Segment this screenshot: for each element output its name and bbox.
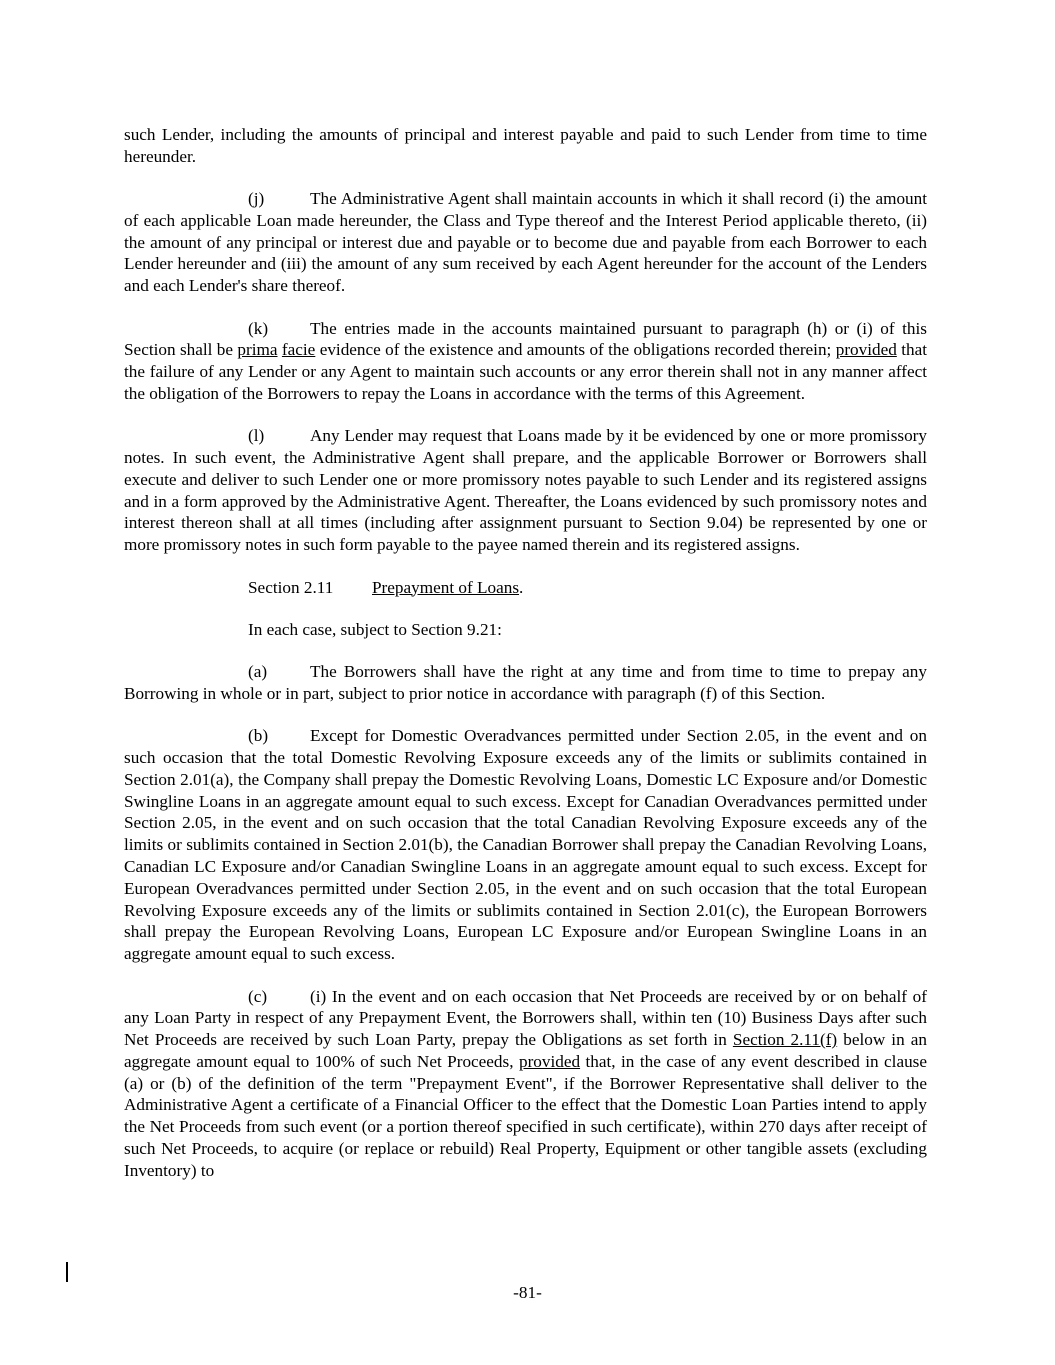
paragraph-a [124, 661, 927, 705]
paragraph-text: (i) In the event and on each occasion that Net Proceeds are received by or on behalf of any Loan Party in respect of any Prepayment Event, the Borrowers shall, within ten (10) Business Days after such Net Proceeds are received by such Loan Party, prepay the Obligations as set forth in [124, 986, 927, 1050]
section-number: Section 2.11 [248, 577, 334, 597]
section-title-suffix: . [519, 577, 524, 597]
underlined-term-facie: facie [281, 340, 316, 360]
paragraph-continuation: such Lender, including the amounts of principal and interest payable and paid to such Lender from time to time hereunder. [124, 125, 927, 166]
paragraph-text: Except for Domestic Overadvances permitted under Section 2.05, in the event and on such occasion that the total Domestic Revolving Exposure exceeds any of the limits or sublimits contained in Section 2.01(a), the Company shall prepay the Domestic Revolving Loans, Domestic LC Exposure and/or Domestic Swingline Loans in an aggregate amount equal to such excess. Except for Canadian Overadvances permitted under Section 2.05, in the event and on such occasion that the total Canadian Revolving Exposure exceeds any of the limits or sublimits contained in Section 2.01(b), the Canadian Borrower shall prepay the Canadian Revolving Loans, Canadian LC Exposure and/or Canadian Swingline Loans in an aggregate amount equal to such excess. Except for European Overadvances permitted under Section 2.05, in the event and on such occasion that the total European Revolving Exposure exceeds any of the limits or sublimits contained in Section 2.01(c), the European Borrowers shall prepay the European Revolving Loans, European LC Exposure and/or European Swingline Loans in an aggregate amount equal to such excess. [124, 726, 927, 964]
underlined-term-provided: provided [518, 1051, 581, 1071]
paragraph-text: The Administrative Agent shall maintain accounts in which it shall record (i) the amount of each applicable Loan made hereunder, the Class and Type thereof and the Interest Period applicable thereto, (ii) the amount of any principal or interest due and payable or to become due and payable from each Borrower to each Lender hereunder and (iii) the amount of any sum received by each Agent hereunder for the account of the Lenders and each Lender's share thereof. [124, 189, 927, 296]
underlined-term-prima: prima [237, 340, 278, 360]
paragraph-text: below in an aggregate amount equal to 100% of such Net Proceeds, [124, 1030, 927, 1071]
paragraph-label: (k) [248, 318, 269, 338]
paragraph-text: Any Lender may request that Loans made by it be evidenced by one or more promissory notes. In such event, the Administrative Agent shall prepare, and the applicable Borrower or Borrowers shall execute and deliver to such Lender one or more promissory notes payable to such Lender and its registered assigns and in a form approved by the Administrative Agent. Thereafter, the Loans evidenced by such promissory notes and interest thereon shall at all times (including after assignment pursuant to Section 9.04) be represented by one or more promissory notes in such form payable to the payee named therein and its registered assigns. [124, 426, 927, 555]
section-title: Prepayment of Loans [372, 577, 520, 597]
document-page [124, 124, 927, 1202]
paragraph-b [124, 725, 927, 965]
paragraph-k [124, 318, 927, 405]
page-number: -81- [513, 1283, 542, 1302]
paragraph-label: (c) [248, 986, 268, 1006]
paragraph-j [124, 188, 927, 297]
underlined-term-provided: provided [835, 340, 897, 360]
section-heading [124, 577, 927, 599]
paragraph-text: that, in the case of any event described in clause (a) or (b) of the definition of the term "Prepayment Event", if the Borrower Representative shall deliver to the Administrative Agent a certificate of a Financial Officer to the effect that the Domestic Loan Parties intend to apply the Net Proceeds from such event (or a portion thereof specified in such certificate), within 270 days after receipt of such Net Proceeds, to acquire (or replace or rebuild) Real Property, Equipment or other tangible assets (excluding Inventory) to [124, 1051, 927, 1180]
paragraph-label: (b) [248, 726, 269, 746]
underlined-reference-section-2-11-f: Section 2.11(f) [732, 1030, 838, 1050]
paragraph-label: (l) [248, 426, 265, 446]
paragraph-text: evidence of the existence and amounts of the obligations recorded therein; [315, 340, 836, 360]
paragraph-label: (a) [248, 662, 268, 682]
paragraph-text: that the failure of any Lender or any Agent to maintain such accounts or any error therein shall not in any manner affect the obligation of the Borrowers to repay the Loans in accordance with the terms of this Agreement. [124, 340, 927, 403]
paragraph-c [124, 986, 927, 1182]
paragraph-l [124, 425, 927, 556]
paragraph-text: The entries made in the accounts maintained pursuant to paragraph (h) or (i) of this Section shall be [124, 318, 927, 360]
paragraph-label: (j) [248, 189, 265, 209]
revision-margin-bar [66, 1262, 68, 1282]
section-intro: In each case, subject to Section 9.21: [248, 619, 502, 639]
paragraph-text: The Borrowers shall have the right at any time and from time to time to prepay any Borrowing in whole or in part, subject to prior notice in accordance with paragraph (f) of this Section. [124, 662, 927, 703]
